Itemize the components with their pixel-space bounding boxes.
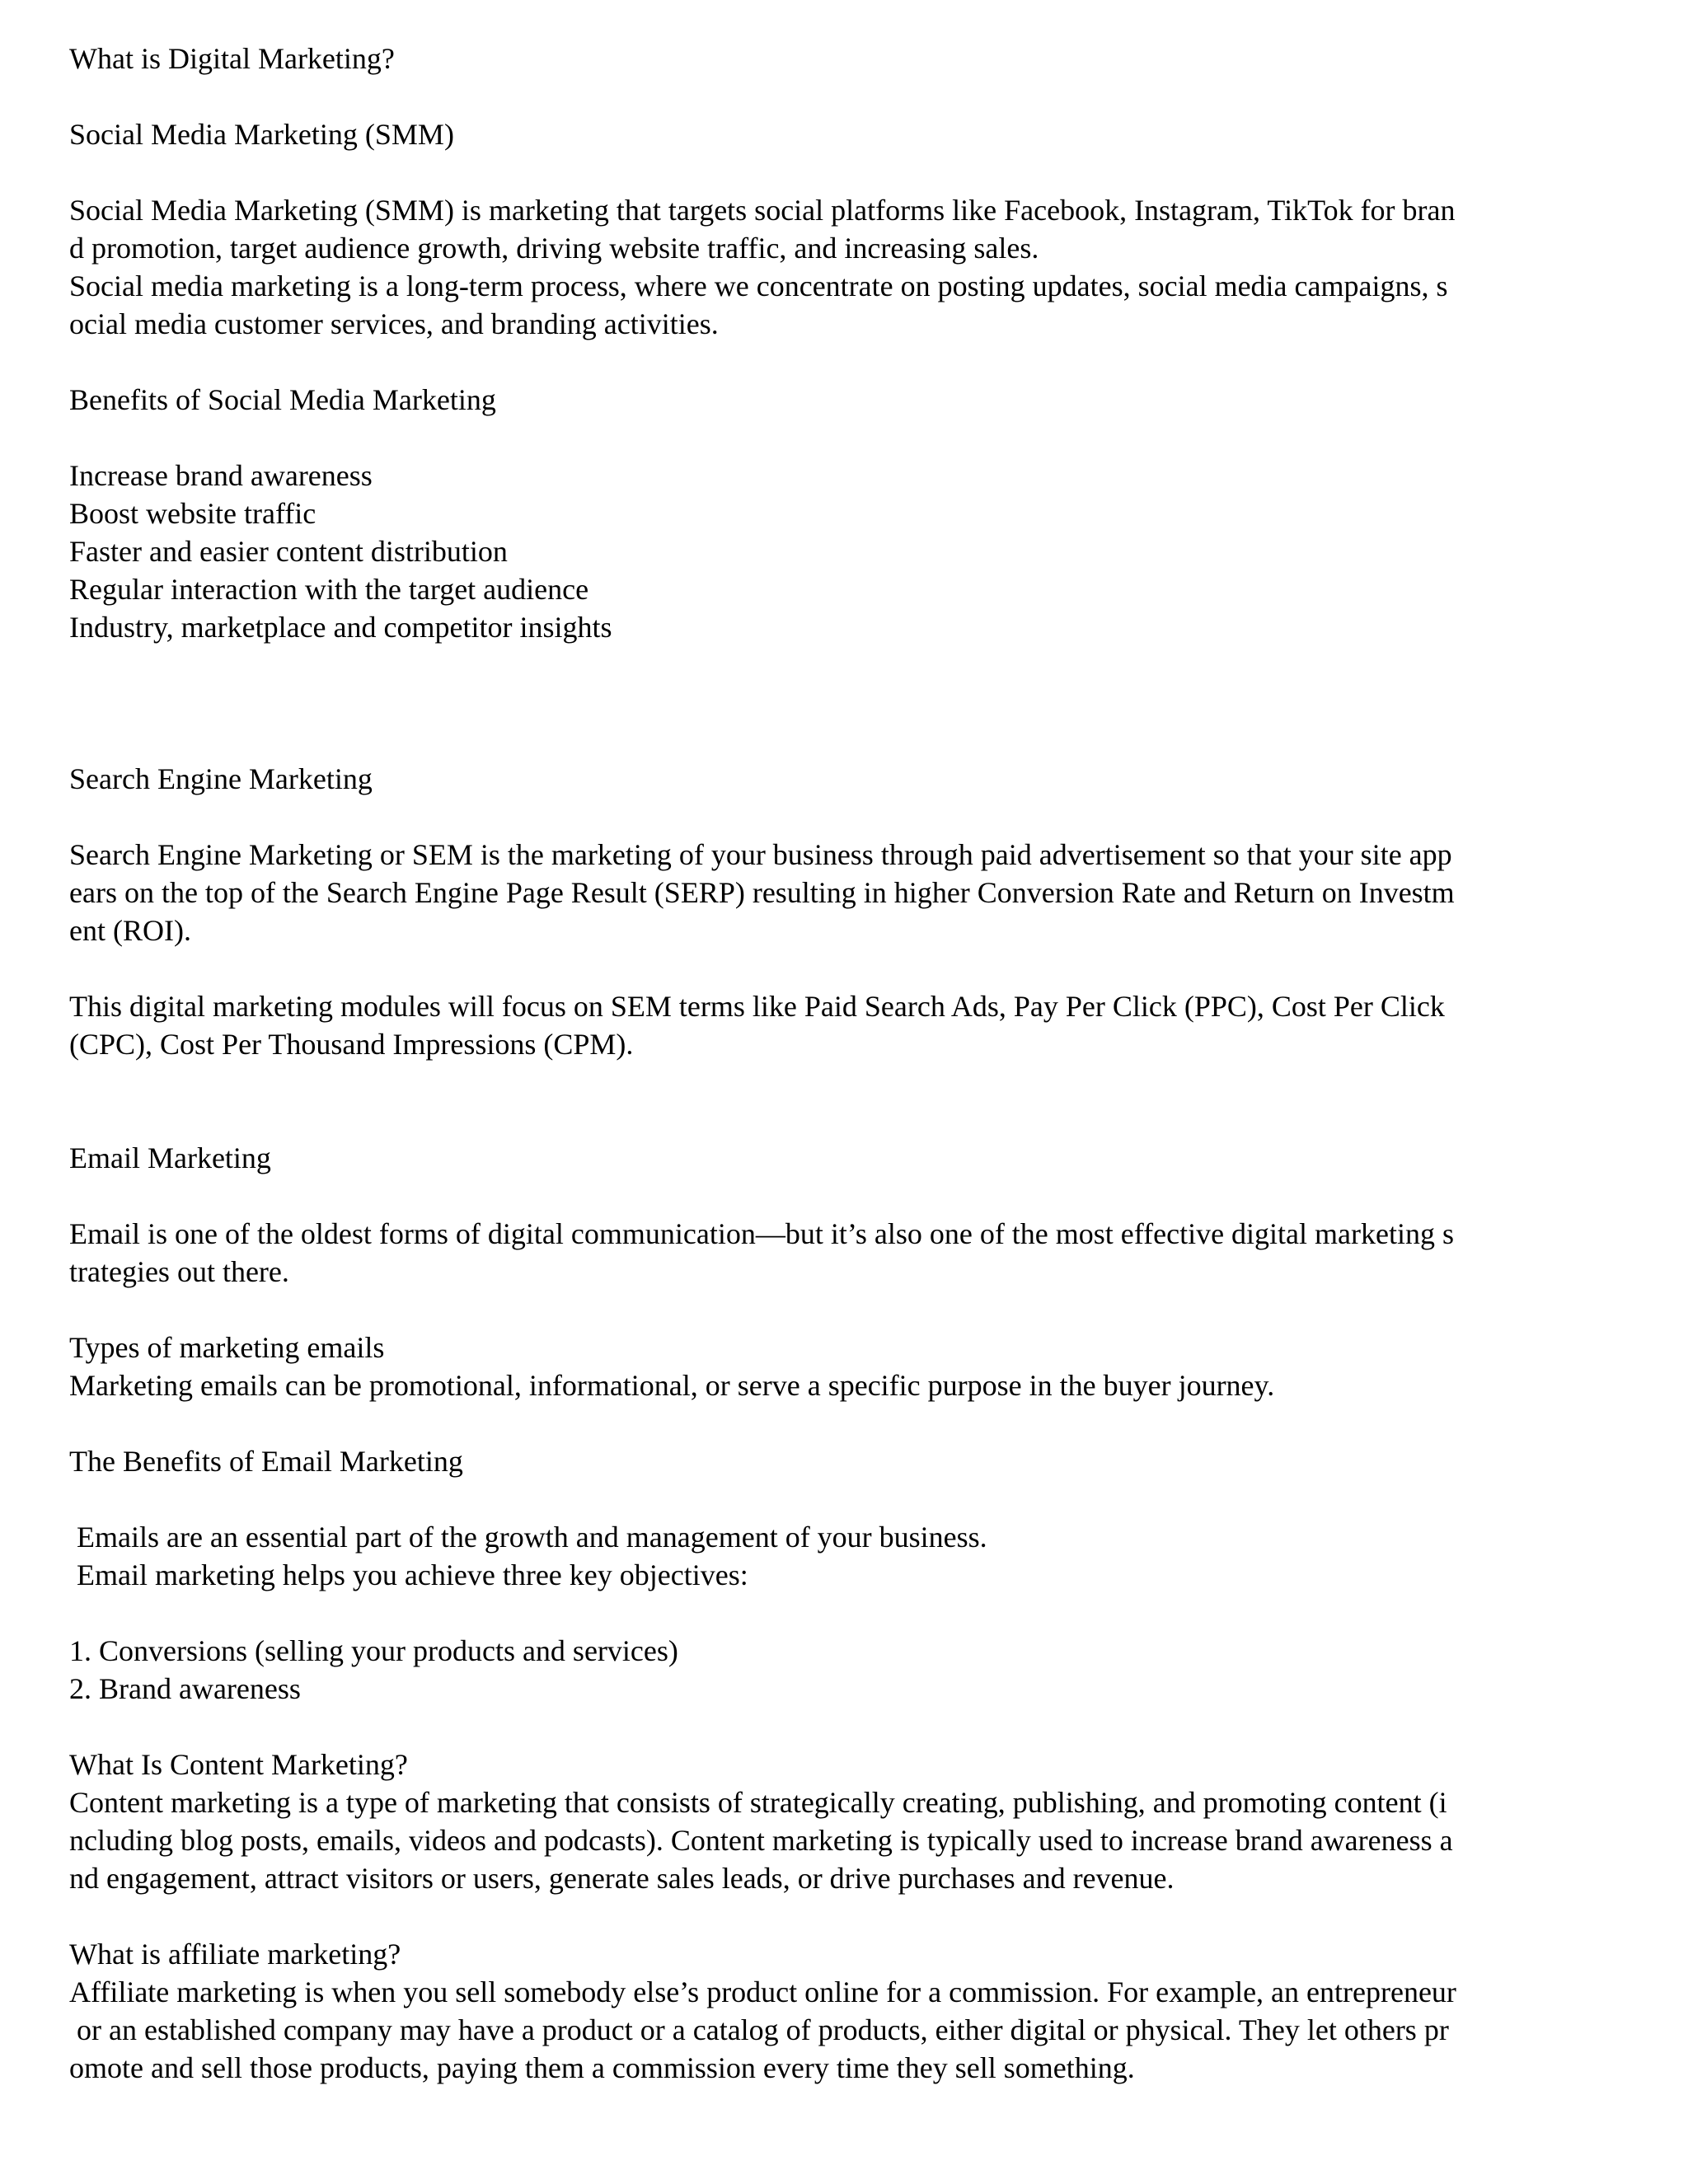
smm-benefits-heading: Benefits of Social Media Marketing [69, 383, 496, 416]
sem-paragraph-line: Search Engine Marketing or SEM is the marketing of your business through paid advertisement so that your site app [69, 838, 1452, 871]
smm-benefit-item: Regular interaction with the target audience [69, 573, 589, 606]
smm-paragraph-line: ocial media customer services, and branding activities. [69, 307, 719, 340]
sem-paragraph-line: (CPC), Cost Per Thousand Impressions (CPM). [69, 1028, 634, 1061]
affiliate-paragraph-line: Affiliate marketing is when you sell somebody else’s product online for a commission. For example, an entrepreneur [69, 1975, 1456, 2008]
email-heading: Email Marketing [69, 1141, 271, 1174]
document-page [69, 0, 1635, 2184]
sem-paragraph-line: ears on the top of the Search Engine Page Result (SERP) resulting in higher Conversion Rate and Return on Investm [69, 876, 1455, 909]
content-paragraph-line: ncluding blog posts, emails, videos and podcasts). Content marketing is typically used to increase brand awareness a [69, 1824, 1453, 1857]
content-heading: What Is Content Marketing? [69, 1748, 408, 1781]
smm-benefit-item: Increase brand awareness [69, 459, 373, 492]
smm-heading: Social Media Marketing (SMM) [69, 118, 454, 151]
affiliate-paragraph-line: omote and sell those products, paying them a commission every time they sell something. [69, 2051, 1135, 2084]
smm-paragraph-line: Social Media Marketing (SMM) is marketing that targets social platforms like Facebook, Instagram, TikTok for bran [69, 194, 1456, 227]
email-paragraph-line: trategies out there. [69, 1255, 289, 1288]
content-paragraph-line: nd engagement, attract visitors or users, generate sales leads, or drive purchases and revenue. [69, 1862, 1175, 1895]
affiliate-heading: What is affiliate marketing? [69, 1938, 401, 1971]
email-types-heading: Types of marketing emails [69, 1331, 385, 1364]
content-paragraph-line: Content marketing is a type of marketing that consists of strategically creating, publishing, and promoting content (i [69, 1786, 1447, 1819]
document-title: What is Digital Marketing? [69, 42, 395, 75]
sem-paragraph-line: ent (ROI). [69, 914, 191, 947]
affiliate-paragraph-line: or an established company may have a product or a catalog of products, either digital or physical. They let others pr [69, 2013, 1449, 2046]
email-benefits-line: Email marketing helps you achieve three key objectives: [69, 1558, 748, 1591]
sem-paragraph-line: This digital marketing modules will focus on SEM terms like Paid Search Ads, Pay Per Click (PPC), Cost Per Click [69, 990, 1445, 1023]
sem-heading: Search Engine Marketing [69, 762, 373, 795]
smm-paragraph-line: d promotion, target audience growth, driving website traffic, and increasing sales. [69, 232, 1039, 265]
smm-benefit-item: Faster and easier content distribution [69, 535, 508, 568]
smm-paragraph-line: Social media marketing is a long-term process, where we concentrate on posting updates, social media campaigns, s [69, 269, 1448, 302]
email-paragraph-line: Email is one of the oldest forms of digital communication—but it’s also one of the most effective digital marketing s [69, 1217, 1454, 1250]
smm-benefit-item: Industry, marketplace and competitor insights [69, 611, 612, 644]
email-objective-item: 2. Brand awareness [69, 1672, 301, 1705]
email-benefits-line: Emails are an essential part of the growth and management of your business. [69, 1521, 987, 1554]
email-types-text: Marketing emails can be promotional, informational, or serve a specific purpose in the buyer journey. [69, 1369, 1275, 1402]
email-objective-item: 1. Conversions (selling your products and services) [69, 1634, 678, 1667]
email-benefits-heading: The Benefits of Email Marketing [69, 1445, 463, 1478]
smm-benefit-item: Boost website traffic [69, 497, 316, 530]
